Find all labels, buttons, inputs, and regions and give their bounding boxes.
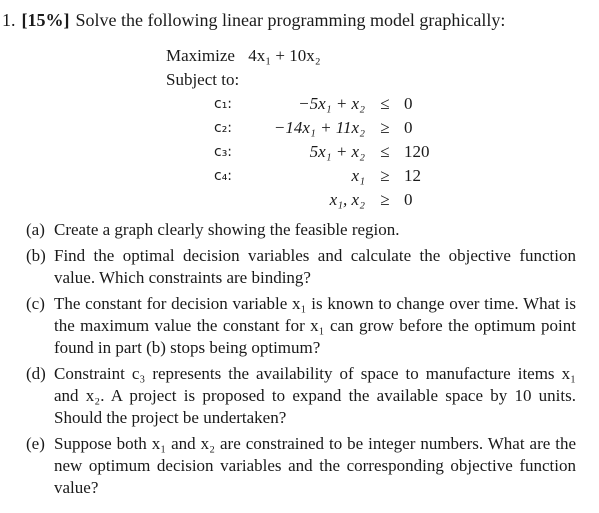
objective-expression: 4x₁ + 10x₂ <box>248 46 321 65</box>
constraint-lhs: 5x₁ + x₂ <box>309 142 365 161</box>
objective-row <box>166 44 321 68</box>
constraint-sign: ≥ <box>380 118 390 137</box>
part-tag: (e) <box>26 434 45 453</box>
question-parts <box>26 219 576 503</box>
subject-to-label: Subject to: <box>166 70 240 89</box>
constraint-rhs: 0 <box>404 118 413 137</box>
maximize-label: Maximize <box>166 46 235 65</box>
part-d <box>26 363 576 429</box>
constraint-sign: ≥ <box>380 166 390 185</box>
constraint-label: c₃: <box>214 144 233 160</box>
part-tag: (d) <box>26 364 46 383</box>
question-title: Solve the following linear programming model graphically: <box>75 10 506 30</box>
part-tag: (c) <box>26 294 45 313</box>
part-text: Create a graph clearly showing the feasible region. <box>54 220 400 239</box>
constraint-rhs: 12 <box>404 166 421 185</box>
part-tag: (b) <box>26 246 46 265</box>
constraint-lhs: −5x₁ + x₂ <box>298 94 365 113</box>
constraint-sign: ≥ <box>380 190 390 209</box>
part-c <box>26 293 576 359</box>
constraint-sign: ≤ <box>380 142 390 161</box>
part-text: Find the optimal decision variables and calculate the objective function value. Which constraints are binding? <box>54 246 576 287</box>
part-e <box>26 433 576 499</box>
question-header <box>2 8 505 32</box>
constraint-sign: ≤ <box>380 94 390 113</box>
constraint-lhs: x₁ <box>351 166 365 185</box>
constraint-rhs: 0 <box>404 190 413 209</box>
constraint-lhs: x₁, x₂ <box>329 190 365 209</box>
part-text: Suppose both x₁ and x₂ are constrained to be integer numbers. What are the new optimum decision variables and the corresponding objective function value? <box>54 434 576 497</box>
question-weight: [15%] <box>21 10 70 30</box>
question-number: 1. <box>2 10 16 30</box>
constraint-lhs: −14x₁ + 11x₂ <box>273 118 365 137</box>
part-text: The constant for decision variable x₁ is known to change over time. What is the maximum value the constant for x₁ can grow before the optimum point found in part (b) stops being optimum? <box>54 294 576 357</box>
constraint-rhs: 120 <box>404 142 430 161</box>
constraint-label: c₄: <box>214 168 233 184</box>
constraint-rhs: 0 <box>404 94 413 113</box>
part-b <box>26 245 576 289</box>
part-a <box>26 219 576 241</box>
lp-model <box>166 44 321 92</box>
constraint-label: c₂: <box>214 120 233 136</box>
part-tag: (a) <box>26 220 45 239</box>
constraint-label: c₁: <box>214 96 233 112</box>
part-text: Constraint c₃ represents the availability of space to manufacture items x₁ and x₂. A project is proposed to expand the available space by 10 units. Should the project be undertaken? <box>54 364 576 427</box>
